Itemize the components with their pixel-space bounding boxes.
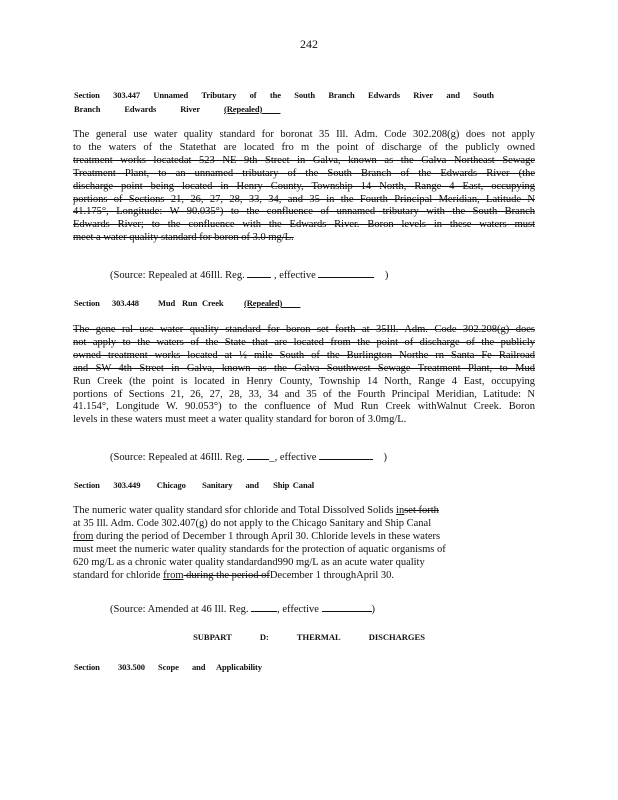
heading-word: Edwards [124, 104, 157, 114]
text-line: standard for chloride from during the period ofDecember 1 throughApril 30. [73, 569, 395, 581]
struck-text-line: Treatment Plant, to an unnamed tributary of the South Branch of the Edwards River (the [73, 167, 535, 179]
section-303-449-body [73, 505, 503, 582]
text-line: and SW 4th Street in Galva, known as the Galva Southwest Sewage Treatment Plant, to Mud [73, 362, 535, 374]
heading-word: the [269, 90, 281, 100]
text-line: portions of Sections 21, 26, 27, 28, 33, 34 and 35 of the Fourth Principal Meridian, Latitude: N [73, 388, 535, 400]
source-note-447: (Source: Repealed at 46Ill. Reg. , effective ) [110, 270, 389, 281]
subpart-d-heading: SUBPART D: THERMAL DISCHARGES [193, 632, 425, 642]
page-number: 242 [300, 37, 318, 51]
heading-word: South [294, 90, 316, 100]
heading-word: Edwards [368, 90, 400, 100]
repealed-tag: (Repealed) [224, 104, 263, 114]
section-303-447-body [73, 129, 535, 245]
text-line: from during the period of December 1 through April 30. Chloride levels in these waters [73, 530, 441, 542]
section-303-447-heading [74, 88, 494, 116]
text-line: 41.154°, Longitude W. 90.053°) to the confluence of Mud Run Creek withWalnut Creek. Boron [73, 401, 535, 413]
heading-word: and [192, 662, 206, 672]
text-line: 620 mg/L as a chronic water quality standardand990 mg/L as an acute water quality [73, 556, 425, 568]
heading-word: Creek [202, 298, 224, 308]
heading-word: River [180, 104, 201, 114]
heading-word: Tributary [201, 90, 237, 100]
heading-word: 303.448 [112, 298, 139, 308]
heading-word: Section [74, 480, 100, 490]
heading-word: Section [74, 298, 100, 308]
repealed-tag: (Repealed) [244, 298, 283, 308]
struck-text-line: discharge point being located in Henry County, Township 14 North, Range 4 East, occupying [73, 180, 535, 192]
heading-word: Branch [328, 90, 355, 100]
heading-word: Ship [273, 480, 290, 490]
struck-text-line: not apply to the waters of the State that are located from the point of discharge of the publicly [73, 336, 535, 348]
text-line: to the waters of the Statethat are located fro m the point of discharge of the publicly owned [73, 141, 535, 153]
heading-word: 303.500 [118, 662, 145, 672]
section-303-500-heading [74, 660, 274, 674]
text-line: The numeric water quality standard sfor chloride and Total Dissolved Solids inset forth [73, 505, 439, 516]
heading-word: Run [182, 298, 198, 308]
source-note-448: (Source: Repealed at 46Ill. Reg. _, effective ) [110, 452, 387, 463]
heading-word: Section [74, 662, 100, 672]
text-line: must meet the numeric water quality standards for the protection of aquatic organisms of [73, 543, 446, 555]
heading-word: South [473, 90, 494, 100]
heading-word: River [413, 90, 434, 100]
struck-text-line: 41.175°, Longitude: W 90.035°) to the confluence of unnamed tributary with the South Branch [73, 206, 535, 218]
heading-word: Section [74, 90, 100, 100]
struck-text-line: Edwards River; to the confluence with the Edwards River. Boron levels in these waters must [73, 219, 535, 231]
heading-word: 303.447 [113, 90, 141, 100]
heading-word: Applicability [216, 662, 262, 672]
struck-text-line: owned treatment works located at ½ mile South of the Burlington Northe rn Santa Fe Railroad [73, 349, 535, 361]
struck-text-line: portions of Sections 21, 26, 27, 28, 33, 34, and 35 in the Fourth Principal Meridian, Latitude N [73, 193, 535, 205]
heading-word: and [446, 90, 460, 100]
text-line: Run Creek (the point is located in Henry County, Township 14 North, Range 4 East, occupying [73, 375, 535, 387]
section-303-448-heading [74, 296, 334, 310]
section-303-448-body [73, 324, 535, 427]
heading-word: Canal [292, 480, 314, 490]
text-line: levels in these waters must meet a water quality standard for boron of 3.0mg/L. [73, 414, 407, 426]
section-303-449-heading [74, 478, 314, 492]
heading-word: Branch [74, 104, 101, 114]
struck-text-line: The gene ral use water quality standard for boron set forth at 35Ill. Adm. Code 302.208(g) does [73, 324, 535, 335]
heading-word: 303.449 [113, 480, 141, 490]
heading-word: of [249, 90, 257, 100]
struck-text-line: meet a water quality standard for boron of 3.0 mg/L. [73, 232, 294, 244]
heading-word: Scope [158, 662, 179, 672]
heading-word: Mud [158, 298, 176, 308]
source-note-449: (Source: Amended at 46 Ill. Reg. , effective ) [110, 604, 376, 615]
struck-text-line: treatment works locatedat 523 NE 9th Street in Galva, known as the Galva Northeast Sewage [73, 154, 535, 166]
text-line: The general use water quality standard for boronat 35 Ill. Adm. Code 302.208(g) does not apply [73, 129, 535, 140]
heading-word: Unnamed [153, 90, 189, 100]
heading-word: Sanitary [202, 480, 233, 490]
heading-word: and [245, 480, 259, 490]
text-line: at 35 Ill. Adm. Code 302.407(g) do not apply to the Chicago Sanitary and Ship Canal [73, 517, 432, 529]
heading-word: Chicago [156, 480, 186, 490]
